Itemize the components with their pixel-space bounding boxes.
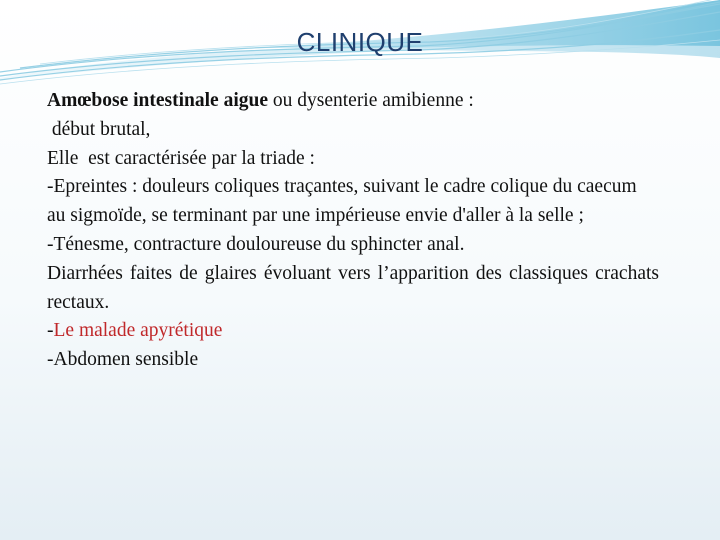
slide-body: [47, 87, 659, 375]
line-8: -Abdomen sensible: [47, 349, 199, 371]
line-7: [47, 317, 659, 346]
line-2: [47, 116, 659, 145]
line-7-red: Le malade apyrétique: [53, 320, 223, 342]
line-5: -Ténesme, contracture douloureuse du sphincter anal.: [47, 233, 465, 255]
line-6: Diarrhées faites de glaires évoluant vers l’apparition des classiques crachats rectaux.: [47, 262, 659, 313]
line-7-dash: -: [47, 320, 54, 342]
line-3: Elle est caractérisée par la triade :: [47, 147, 315, 169]
line-2-text: début brutal,: [51, 118, 151, 140]
line-1-rest: ou dysenterie amibienne :: [268, 90, 474, 111]
slide-title: CLINIQUE: [296, 27, 424, 57]
line-1-bold: Amœbose intestinale aigue: [47, 90, 268, 111]
line-1: [47, 87, 659, 116]
line-4: -Epreintes : douleurs coliques traçantes, suivant le cadre colique du caecum au sigmoïde, se terminant par une impérieuse envie d'aller à la selle ;: [47, 176, 637, 227]
